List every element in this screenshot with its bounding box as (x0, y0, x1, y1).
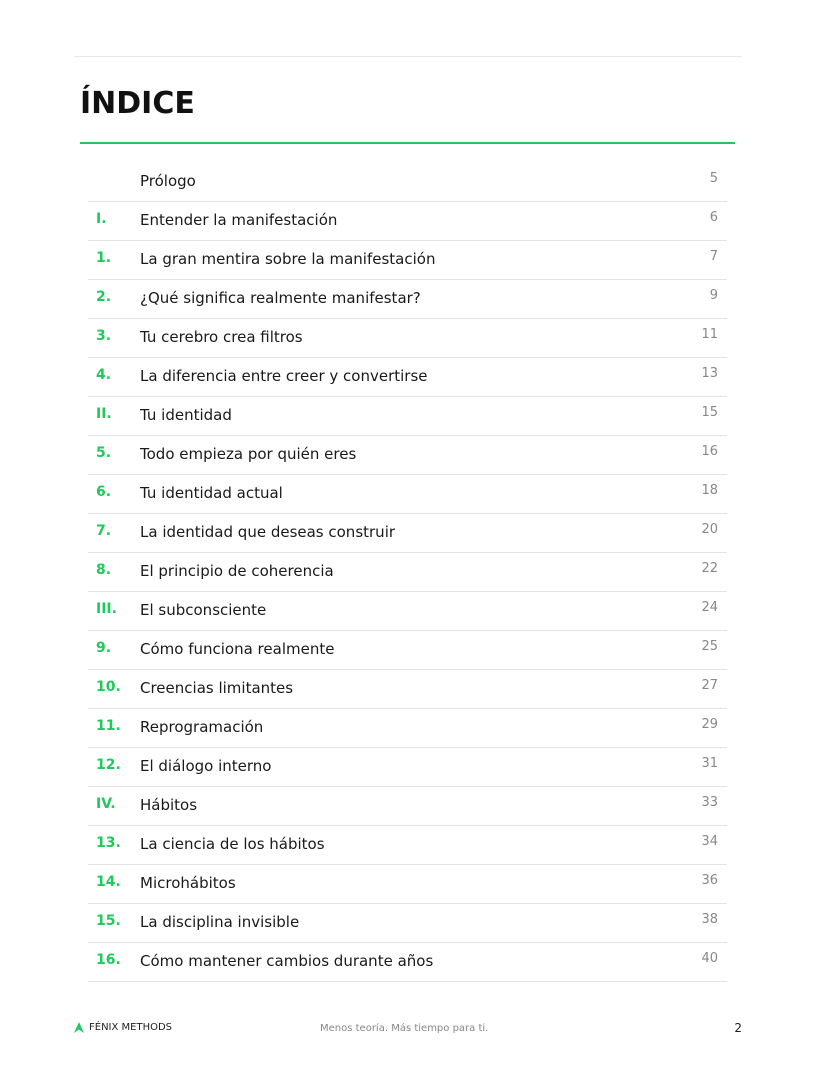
toc-number: 6. (96, 484, 112, 500)
toc-row[interactable] (88, 241, 727, 280)
toc-row[interactable] (88, 202, 727, 241)
toc-page: 9 (709, 288, 718, 303)
toc-label: La diferencia entre creer y convertirse (140, 367, 428, 385)
toc-number: I. (96, 211, 107, 227)
toc-number: 3. (96, 328, 112, 344)
toc-row[interactable] (88, 631, 727, 670)
toc-page: 33 (701, 795, 718, 810)
toc-row[interactable] (88, 787, 727, 826)
toc-label: Entender la manifestación (140, 211, 338, 229)
toc-page: 31 (701, 756, 718, 771)
toc-page: 11 (701, 327, 718, 342)
toc-number: 8. (96, 562, 112, 578)
toc-label: El diálogo interno (140, 757, 272, 775)
top-divider (74, 56, 742, 57)
toc-label: Prólogo (140, 172, 196, 190)
toc-number: 2. (96, 289, 112, 305)
toc-row[interactable] (88, 553, 727, 592)
toc-page: 27 (701, 678, 718, 693)
toc-number: 15. (96, 913, 121, 929)
toc-row[interactable] (88, 436, 727, 475)
page-footer (74, 1020, 742, 1040)
toc-number: 12. (96, 757, 121, 773)
toc-number: 13. (96, 835, 121, 851)
toc-number: II. (96, 406, 112, 422)
toc-label: El principio de coherencia (140, 562, 334, 580)
toc-page: 6 (709, 210, 718, 225)
toc-page: 38 (701, 912, 718, 927)
toc-page: 36 (701, 873, 718, 888)
toc-number: 4. (96, 367, 112, 383)
toc-row[interactable] (88, 592, 727, 631)
toc-number: 14. (96, 874, 121, 890)
toc-label: La disciplina invisible (140, 913, 300, 931)
toc-row[interactable] (88, 358, 727, 397)
toc-label: Cómo mantener cambios durante años (140, 952, 434, 970)
toc-page: 13 (701, 366, 718, 381)
toc-page: 22 (701, 561, 718, 576)
toc-row[interactable] (88, 475, 727, 514)
toc-label: Creencias limitantes (140, 679, 294, 697)
toc-label: La ciencia de los hábitos (140, 835, 325, 853)
toc-row[interactable] (88, 709, 727, 748)
toc-row[interactable] (88, 163, 727, 202)
toc-row[interactable] (88, 319, 727, 358)
toc-number: 9. (96, 640, 112, 656)
toc-row[interactable] (88, 748, 727, 787)
toc-label: La gran mentira sobre la manifestación (140, 250, 436, 268)
toc-label: Reprogramación (140, 718, 264, 736)
toc-label: El subconsciente (140, 601, 267, 619)
toc-number: 1. (96, 250, 112, 266)
toc-number: 7. (96, 523, 112, 539)
phoenix-logo-icon (74, 1022, 84, 1033)
toc-row[interactable] (88, 514, 727, 553)
toc-row[interactable] (88, 826, 727, 865)
toc-label: Todo empieza por quién eres (140, 445, 357, 463)
toc-page: 16 (701, 444, 718, 459)
toc-row[interactable] (88, 280, 727, 319)
toc-page: 7 (709, 249, 718, 264)
toc-page: 40 (701, 951, 718, 966)
toc-label: Tu identidad (140, 406, 232, 424)
toc-page: 15 (701, 405, 718, 420)
toc-page: 5 (709, 171, 718, 186)
toc-row[interactable] (88, 397, 727, 436)
toc-row[interactable] (88, 904, 727, 943)
toc-label: Tu identidad actual (140, 484, 283, 502)
toc-page: 29 (701, 717, 718, 732)
toc-page: 18 (701, 483, 718, 498)
toc-number: 10. (96, 679, 121, 695)
page-title: ÍNDICE (80, 86, 195, 121)
table-of-contents (88, 163, 727, 982)
toc-page: 24 (701, 600, 718, 615)
toc-number: III. (96, 601, 117, 617)
toc-page: 25 (701, 639, 718, 654)
toc-label: Microhábitos (140, 874, 236, 892)
toc-row[interactable] (88, 943, 727, 982)
title-underline (80, 142, 735, 144)
toc-number: IV. (96, 796, 116, 812)
toc-label: Cómo funciona realmente (140, 640, 335, 658)
toc-page: 20 (701, 522, 718, 537)
page-number: 2 (734, 1021, 742, 1035)
toc-number: 11. (96, 718, 121, 734)
brand-name: FÉNIX METHODS (89, 1022, 173, 1033)
toc-label: ¿Qué significa realmente manifestar? (140, 289, 421, 307)
toc-number: 5. (96, 445, 112, 461)
footer-brand (74, 1022, 172, 1033)
toc-page: 34 (701, 834, 718, 849)
toc-label: La identidad que deseas construir (140, 523, 396, 541)
toc-number: 16. (96, 952, 121, 968)
toc-row[interactable] (88, 670, 727, 709)
footer-tagline: Menos teoría. Más tiempo para ti. (320, 1023, 489, 1034)
toc-label: Tu cerebro crea filtros (140, 328, 303, 346)
toc-label: Hábitos (140, 796, 198, 814)
toc-row[interactable] (88, 865, 727, 904)
